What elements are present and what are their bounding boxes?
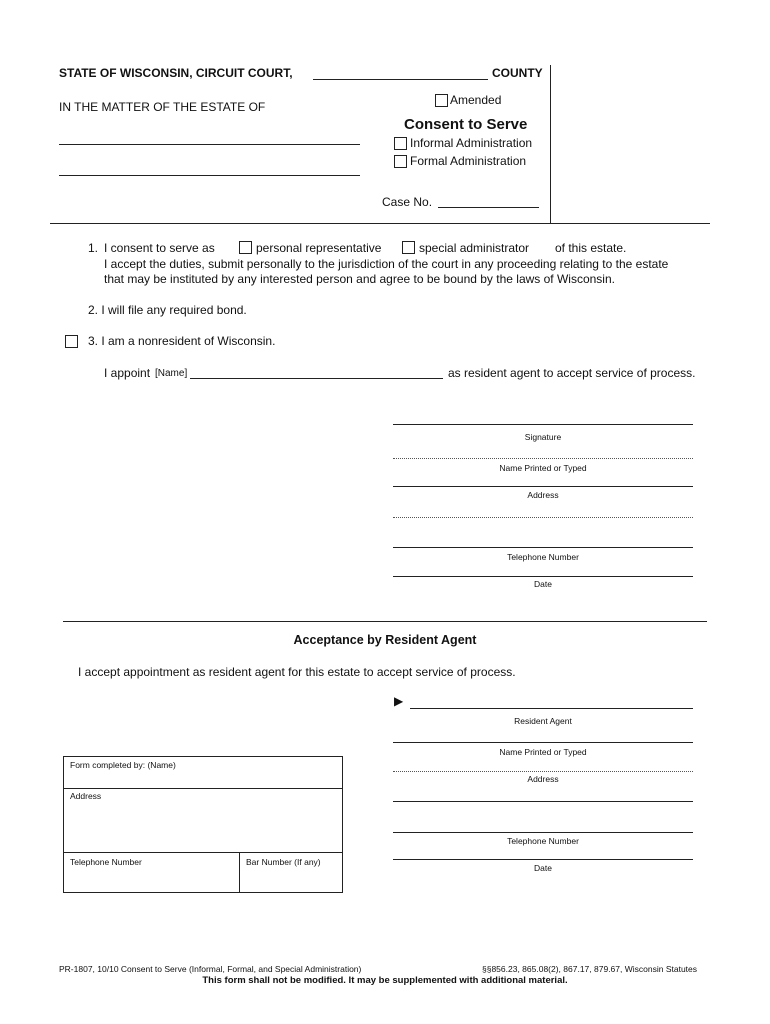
agent-address-line[interactable] [393,771,693,772]
agent-date-label: Date [534,863,552,873]
agent-date-line[interactable] [393,859,693,860]
completed-by-divider-2 [63,852,342,853]
header-divider [50,223,710,224]
item-1-text-a: I consent to serve as [104,241,215,255]
name-label: Name Printed or Typed [499,463,587,473]
name-line[interactable] [393,458,693,459]
item-1-line-2: I accept the duties, submit personally to the jurisdiction of the court in any proceeding relating to the estate [104,257,669,271]
court-label: STATE OF WISCONSIN, CIRCUIT COURT, [59,66,293,80]
resident-agent-label: Resident Agent [514,716,572,726]
formal-label: Formal Administration [410,154,527,168]
resident-agent-line[interactable] [410,708,693,709]
date-label: Date [534,579,552,589]
personal-representative-label: personal representative [256,241,382,255]
address-line-2[interactable] [393,517,693,518]
nonresident-checkbox[interactable] [65,335,78,348]
footer-form-id: PR-1807, 10/10 Consent to Serve (Informal, Formal, and Special Administration) [59,964,362,974]
footer-statutes: §§856.23, 865.08(2), 867.17, 879.67, Wisconsin Statutes [482,964,698,974]
signature-label: Signature [524,432,562,442]
informal-checkbox[interactable] [394,137,407,150]
special-administrator-checkbox[interactable] [402,241,415,254]
agent-telephone-label: Telephone Number [507,836,579,846]
acceptance-divider [63,621,707,622]
case-no-label: Case No. [382,195,433,209]
item-1-number: 1. [88,241,99,255]
form-title: Consent to Serve [404,116,528,133]
agent-name-line[interactable] [393,742,693,743]
agent-name-label: Name Printed or Typed [499,747,587,757]
completed-by-divider-3 [239,852,240,892]
item-3-text: 3. I am a nonresident of Wisconsin. [88,334,276,348]
signature-line[interactable] [393,424,693,425]
item-1-line-3: that may be instituted by any interested person and agree to be bound by the laws of Wisconsin. [104,272,615,286]
county-field[interactable] [313,79,488,80]
completed-by-phone-label[interactable]: Telephone Number [70,857,142,867]
appoint-label: I appoint [104,366,151,380]
personal-representative-checkbox[interactable] [239,241,252,254]
estate-name-line-2[interactable] [59,175,360,176]
completed-by-divider-1 [63,788,342,789]
item-1-text-b: of this estate. [555,241,627,255]
agent-telephone-line[interactable] [393,832,693,833]
address-label: Address [527,490,559,500]
amended-checkbox[interactable] [435,94,448,107]
address-line[interactable] [393,486,693,487]
acceptance-text: I accept appointment as resident agent for this estate to accept service of process. [78,665,516,679]
header-divider-vertical [550,65,551,224]
informal-label: Informal Administration [410,136,533,150]
acceptance-title: Acceptance by Resident Agent [293,633,477,647]
county-label: COUNTY [492,66,543,80]
agent-address-line-2[interactable] [393,801,693,802]
estate-name-line-1[interactable] [59,144,360,145]
amended-label: Amended [450,93,502,107]
appoint-name-hint: [Name] [155,368,188,379]
case-no-field[interactable] [438,207,539,208]
completed-by-box [63,756,343,893]
appoint-name-field[interactable] [190,378,443,379]
agent-address-label: Address [527,774,559,784]
completed-by-bar-label[interactable]: Bar Number (If any) [246,857,321,867]
special-administrator-label: special administrator [419,241,530,255]
telephone-line[interactable] [393,547,693,548]
arrow-icon: ▶ [394,694,404,708]
formal-checkbox[interactable] [394,155,407,168]
completed-by-address-label[interactable]: Address [70,791,102,801]
telephone-label: Telephone Number [507,552,579,562]
footer-notice: This form shall not be modified. It may be supplemented with additional material. [202,975,568,986]
completed-by-name-label[interactable]: Form completed by: (Name) [70,760,176,770]
date-line[interactable] [393,576,693,577]
matter-label: IN THE MATTER OF THE ESTATE OF [59,100,266,114]
appoint-tail: as resident agent to accept service of process. [448,366,696,380]
item-2-text: 2. I will file any required bond. [88,303,247,317]
